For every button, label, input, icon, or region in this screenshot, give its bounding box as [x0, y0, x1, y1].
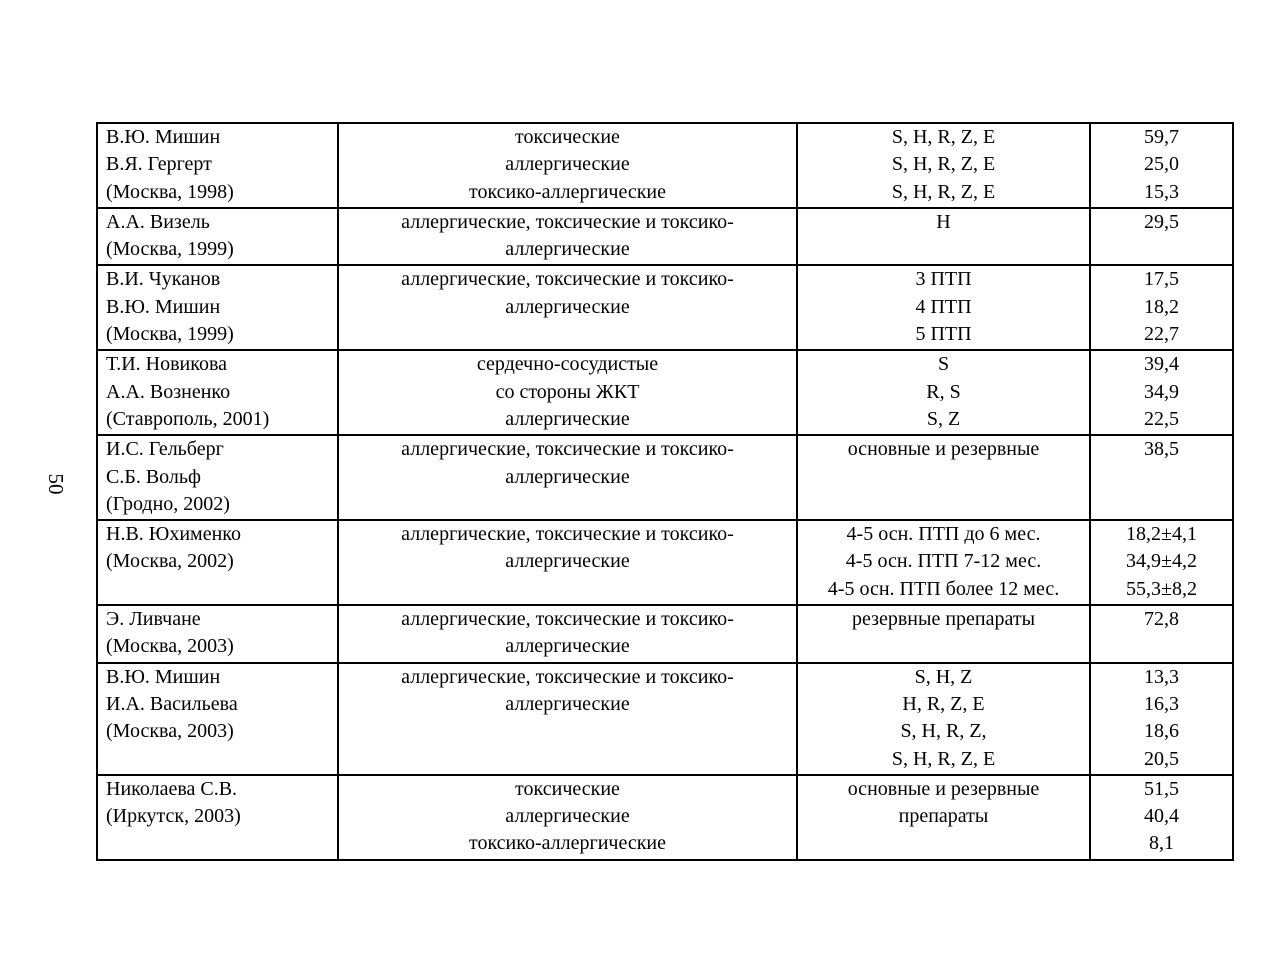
drug-line: S, Z — [926, 407, 961, 430]
percent-line: 34,9±4,2 — [1126, 550, 1197, 573]
author-cell — [97, 605, 338, 663]
effect-line: со стороны ЖКТ — [495, 380, 640, 403]
effect-cell — [338, 435, 797, 520]
effect-line: аллергические — [505, 153, 630, 176]
percent-line: 18,2±4,1 — [1126, 523, 1197, 546]
author-cell — [97, 265, 338, 350]
percent-line: 38,5 — [1144, 438, 1179, 461]
drug-line: H, R, Z, E — [902, 692, 985, 715]
author-line: (Москва, 1999) — [106, 323, 234, 346]
effect-line: аллергические, токсические и токсико- — [401, 268, 734, 291]
effect-line: аллергические — [505, 550, 630, 573]
author-line: (Москва, 2003) — [106, 720, 234, 743]
author-line: В.Я. Гергерт — [106, 153, 212, 176]
table-row — [97, 265, 1233, 350]
table-row — [97, 123, 1233, 208]
percent-cell — [1090, 605, 1233, 663]
percent-cell — [1090, 123, 1233, 208]
author-line: В.Ю. Мишин — [106, 665, 221, 688]
drug-line: 4-5 осн. ПТП 7-12 мес. — [845, 550, 1042, 573]
percent-line: 17,5 — [1144, 268, 1179, 291]
drug-cell — [797, 208, 1090, 266]
percent-cell — [1090, 775, 1233, 860]
effect-cell — [338, 775, 797, 860]
drug-line: основные и резервные — [847, 777, 1040, 800]
effect-cell — [338, 605, 797, 663]
author-line: Т.И. Новикова — [106, 353, 228, 376]
drug-cell — [797, 435, 1090, 520]
effect-line: токсико-аллергические — [468, 832, 667, 855]
drug-line: S, H, R, Z, E — [891, 153, 996, 176]
table-row — [97, 663, 1233, 775]
effect-line: токсические — [515, 777, 620, 800]
author-cell — [97, 123, 338, 208]
percent-line: 8,1 — [1149, 832, 1174, 855]
author-line: И.А. Васильева — [106, 692, 238, 715]
percent-line: 29,5 — [1144, 210, 1179, 233]
page-number: 50 — [44, 473, 68, 495]
effect-line: аллергические — [505, 805, 630, 828]
author-line: (Ставрополь, 2001) — [106, 407, 270, 430]
author-line: (Москва, 2002) — [106, 550, 234, 573]
author-line: В.Ю. Мишин — [106, 126, 221, 148]
effect-line: аллергические, токсические и токсико- — [401, 438, 734, 461]
author-cell — [97, 208, 338, 266]
author-line: (Москва, 1998) — [106, 180, 234, 203]
percent-line: 13,3 — [1144, 665, 1179, 688]
percent-line: 25,0 — [1144, 153, 1179, 176]
drug-cell — [797, 775, 1090, 860]
effect-line: аллергические — [505, 238, 630, 261]
percent-line: 34,9 — [1144, 380, 1179, 403]
author-line: (Иркутск, 2003) — [106, 805, 241, 828]
drug-line: S, H, Z — [914, 665, 973, 688]
effect-cell — [338, 123, 797, 208]
drug-line: 3 ПТП — [915, 268, 972, 291]
drug-line: S, H, R, Z, E — [891, 126, 996, 148]
drug-line: 4-5 осн. ПТП до 6 мес. — [846, 523, 1041, 546]
percent-cell — [1090, 435, 1233, 520]
effect-line: аллергические — [505, 407, 630, 430]
percent-line: 55,3±8,2 — [1126, 577, 1197, 600]
drug-line: S, H, R, Z, E — [891, 747, 996, 770]
data-table — [96, 122, 1234, 861]
effect-line: токсико-аллергические — [468, 180, 667, 203]
percent-line: 40,4 — [1144, 805, 1179, 828]
drug-line: H — [936, 210, 951, 233]
drug-cell — [797, 605, 1090, 663]
percent-line: 15,3 — [1144, 180, 1179, 203]
percent-line: 72,8 — [1144, 608, 1179, 631]
percent-line: 59,7 — [1144, 126, 1179, 148]
author-line: Николаева С.В. — [106, 777, 238, 800]
effect-cell — [338, 208, 797, 266]
table-body — [97, 123, 1233, 860]
author-line: А.А. Визель — [106, 210, 210, 233]
percent-line: 22,7 — [1144, 323, 1179, 346]
percent-line: 18,6 — [1144, 720, 1179, 743]
table-row — [97, 435, 1233, 520]
percent-cell — [1090, 663, 1233, 775]
author-line: Э. Ливчане — [106, 608, 201, 631]
drug-line: S — [937, 353, 950, 376]
drug-line: 4-5 осн. ПТП более 12 мес. — [827, 577, 1060, 600]
author-line: С.Б. Вольф — [106, 465, 201, 488]
author-line: В.И. Чуканов — [106, 268, 221, 291]
author-line: А.А. Возненко — [106, 380, 231, 403]
effect-line: аллергические, токсические и токсико- — [401, 608, 734, 631]
effect-line: аллергические, токсические и токсико- — [401, 523, 734, 546]
table-row — [97, 605, 1233, 663]
percent-cell — [1090, 208, 1233, 266]
author-line: (Гродно, 2002) — [106, 492, 230, 515]
drug-line: 4 ПТП — [915, 295, 972, 318]
effect-cell — [338, 350, 797, 435]
percent-line: 18,2 — [1144, 295, 1179, 318]
table-row — [97, 208, 1233, 266]
drug-cell — [797, 520, 1090, 605]
percent-cell — [1090, 520, 1233, 605]
effect-line: аллергические — [505, 465, 630, 488]
effect-line: токсические — [515, 126, 620, 148]
author-line: (Москва, 1999) — [106, 238, 234, 261]
effect-line: аллергические, токсические и токсико- — [401, 210, 734, 233]
author-cell — [97, 350, 338, 435]
author-cell — [97, 435, 338, 520]
table-row — [97, 520, 1233, 605]
drug-cell — [797, 663, 1090, 775]
effect-line: аллергические — [505, 692, 630, 715]
effect-line: аллергические — [505, 635, 630, 658]
author-line: В.Ю. Мишин — [106, 295, 221, 318]
drug-cell — [797, 123, 1090, 208]
effect-cell — [338, 265, 797, 350]
percent-line: 51,5 — [1144, 777, 1179, 800]
author-line: Н.В. Юхименко — [106, 523, 241, 546]
drug-line: S, H, R, Z, — [900, 720, 987, 743]
author-line: И.С. Гельберг — [106, 438, 224, 461]
author-line: (Москва, 2003) — [106, 635, 234, 658]
table-row — [97, 775, 1233, 860]
drug-line: S, H, R, Z, E — [891, 180, 996, 203]
author-cell — [97, 663, 338, 775]
drug-cell — [797, 350, 1090, 435]
drug-cell — [797, 265, 1090, 350]
drug-line: R, S — [926, 380, 961, 403]
author-cell — [97, 520, 338, 605]
effect-line: аллергические — [505, 295, 630, 318]
percent-cell — [1090, 350, 1233, 435]
table-row — [97, 350, 1233, 435]
author-cell — [97, 775, 338, 860]
drug-line: 5 ПТП — [915, 323, 972, 346]
drug-line: резервные препараты — [851, 608, 1036, 631]
effect-cell — [338, 520, 797, 605]
percent-line: 22,5 — [1144, 407, 1179, 430]
percent-line: 20,5 — [1144, 747, 1179, 770]
drug-line: основные и резервные — [847, 438, 1040, 461]
percent-cell — [1090, 265, 1233, 350]
drug-line: препараты — [898, 805, 989, 828]
percent-line: 39,4 — [1144, 353, 1179, 376]
effect-cell — [338, 663, 797, 775]
percent-line: 16,3 — [1144, 692, 1179, 715]
effect-line: сердечно-сосудистые — [476, 353, 659, 376]
effect-line: аллергические, токсические и токсико- — [401, 665, 734, 688]
